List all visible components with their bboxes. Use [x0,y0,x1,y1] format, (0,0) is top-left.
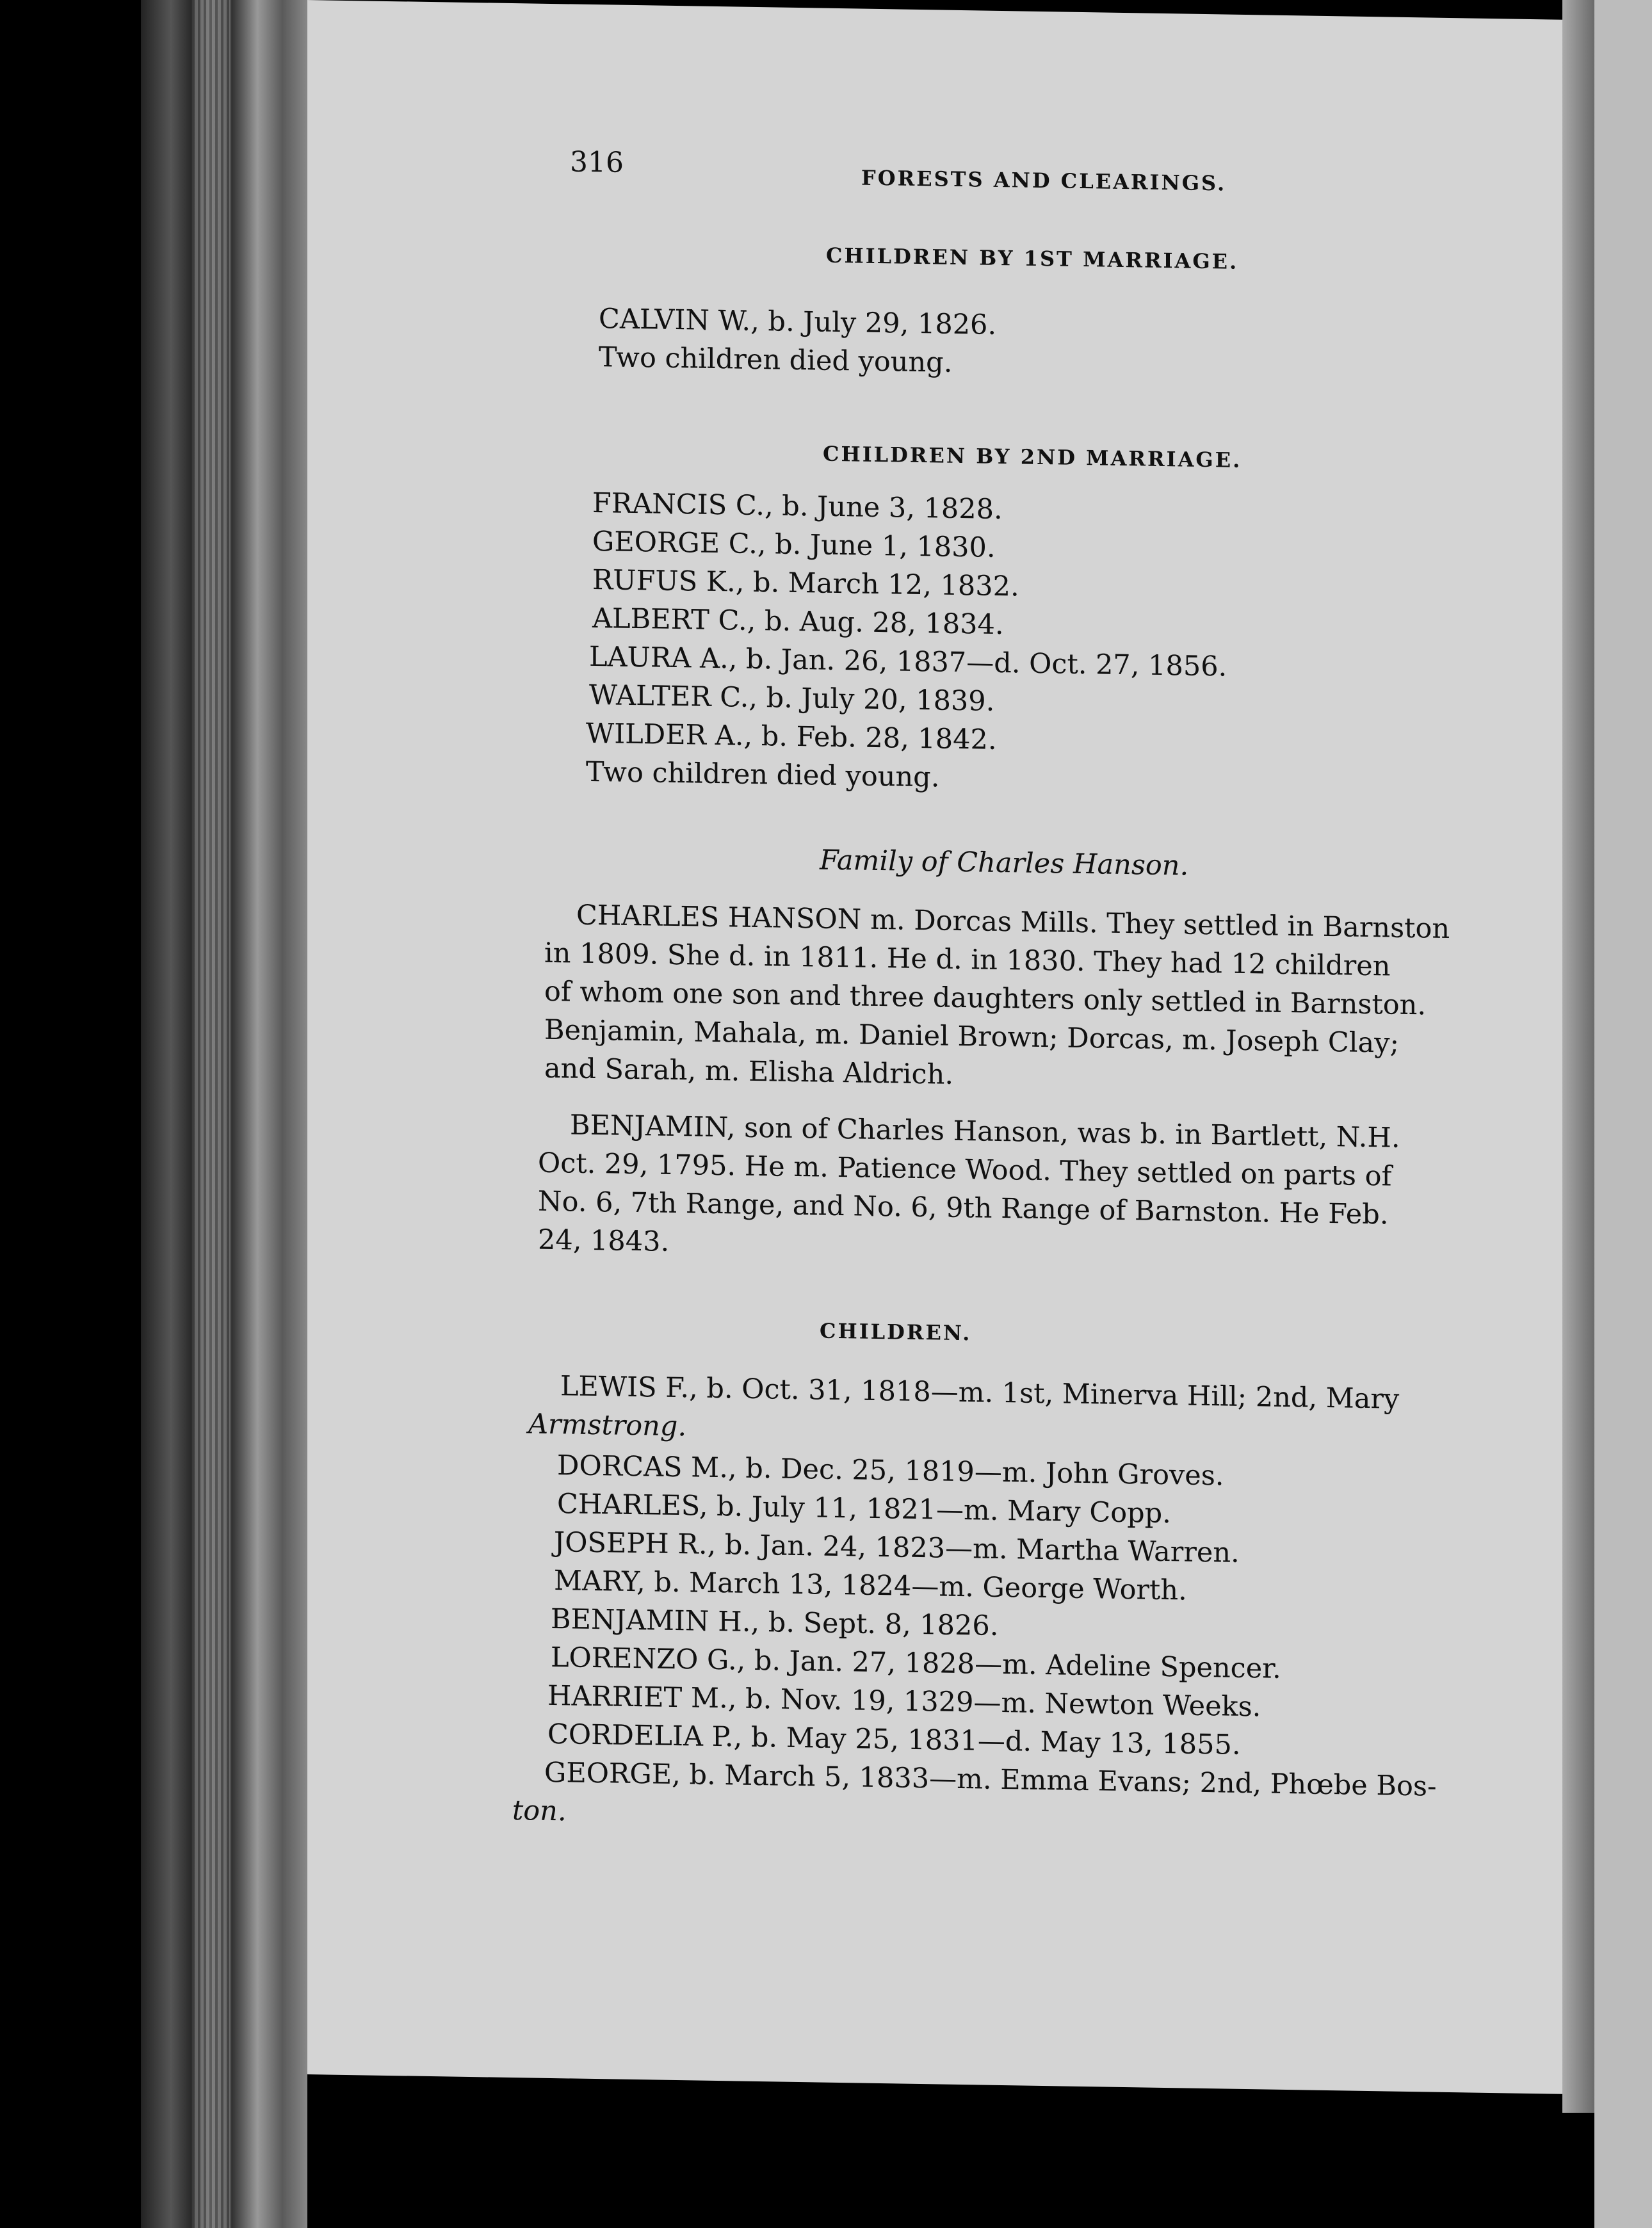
paragraph-line: 24, 1843. [538,1223,670,1258]
list-item: WILDER A., b. Feb. 28, 1842. [586,717,997,756]
paragraph-line: Benjamin, Mahala, m. Daniel Brown; Dorcas, m. Joseph Clay; [544,1013,1399,1060]
list-item: WALTER C., b. July 20, 1839. [589,679,995,718]
list-item: LEWIS F., b. Oct. 31, 1818—m. 1st, Minerva Hill; 2nd, Mary [560,1370,1400,1416]
list-item: Two children died young. [599,341,953,379]
running-title: FORESTS AND CLEARINGS. [861,165,1227,196]
list-item: Armstrong. [528,1408,687,1443]
paragraph-line: No. 6, 7th Range, and No. 6, 9th Range of Barnston. He Feb. [538,1185,1389,1231]
list-item: LORENZO G., b. Jan. 27, 1828—m. Adeline Spencer. [551,1641,1281,1685]
paragraph-line: Oct. 29, 1795. He m. Patience Wood. They settled on parts of [538,1147,1392,1193]
list-item: GEORGE, b. March 5, 1833—m. Emma Evans; 2nd, Phœbe Bos- [544,1756,1437,1803]
list-item: FRANCIS C., b. June 3, 1828. [592,487,1003,526]
paragraph-line: and Sarah, m. Elisha Aldrich. [544,1052,953,1091]
book-page [307,0,1562,2094]
page-number: 316 [570,145,624,179]
section-heading-children: CHILDREN. [820,1318,972,1346]
list-item: CORDELIA P., b. May 25, 1831—d. May 13, 1855. [547,1718,1241,1761]
list-item: ton. [512,1795,567,1828]
section-heading-second-marriage: CHILDREN BY 2ND MARRIAGE. [823,441,1242,472]
list-item: CHARLES, b. July 11, 1821—m. Mary Copp. [557,1488,1171,1530]
list-item: CALVIN W., b. July 29, 1826. [599,303,997,341]
page-fore-edge [1562,0,1594,2113]
family-heading: Family of Charles Hanson. [820,844,1189,882]
section-heading-first-marriage: CHILDREN BY 1ST MARRIAGE. [826,243,1239,274]
list-item: JOSEPH R., b. Jan. 24, 1823—m. Martha Warren. [554,1526,1240,1569]
paragraph-line: CHARLES HANSON m. Dorcas Mills. They settled in Barnston [576,899,1450,946]
list-item: LAURA A., b. Jan. 26, 1837—d. Oct. 27, 1856. [589,640,1227,683]
list-item: ALBERT C., b. Aug. 28, 1834. [592,602,1004,642]
list-item: Two children died young. [586,755,940,794]
paragraph-line: BENJAMIN, son of Charles Hanson, was b. in Bartlett, N.H. [570,1109,1400,1154]
page-edges [192,0,231,2228]
list-item: MARY, b. March 13, 1824—m. George Worth. [554,1565,1187,1607]
list-item: RUFUS K., b. March 12, 1832. [592,563,1019,603]
list-item: GEORGE C., b. June 1, 1830. [592,525,996,564]
facing-page [1594,0,1652,2228]
paragraph-line: in 1809. She d. in 1811. He d. in 1830. They had 12 children [544,937,1391,983]
list-item: DORCAS M., b. Dec. 25, 1819—m. John Groves. [557,1449,1224,1492]
paragraph-line: of whom one son and three daughters only settled in Barnston. [544,975,1426,1022]
list-item: BENJAMIN H., b. Sept. 8, 1826. [551,1602,999,1642]
list-item: HARRIET M., b. Nov. 19, 1329—m. Newton Weeks. [547,1679,1261,1723]
